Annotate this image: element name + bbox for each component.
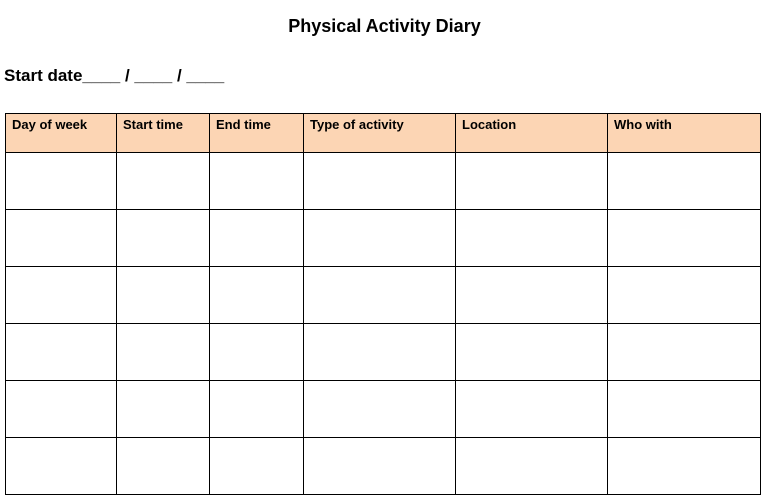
cell-day-of-week[interactable] (6, 210, 117, 267)
cell-location[interactable] (456, 153, 608, 210)
cell-who-with[interactable] (608, 438, 761, 495)
cell-who-with[interactable] (608, 210, 761, 267)
cell-end-time[interactable] (210, 153, 304, 210)
cell-start-time[interactable] (117, 324, 210, 381)
cell-type-of-activity[interactable] (304, 438, 456, 495)
cell-who-with[interactable] (608, 324, 761, 381)
cell-location[interactable] (456, 267, 608, 324)
table-row (6, 210, 761, 267)
column-header-location: Location (456, 114, 608, 153)
cell-location[interactable] (456, 210, 608, 267)
cell-location[interactable] (456, 324, 608, 381)
cell-end-time[interactable] (210, 381, 304, 438)
cell-end-time[interactable] (210, 267, 304, 324)
table-row (6, 267, 761, 324)
column-header-start-time: Start time (117, 114, 210, 153)
column-header-day-of-week: Day of week (6, 114, 117, 153)
cell-type-of-activity[interactable] (304, 210, 456, 267)
column-header-end-time: End time (210, 114, 304, 153)
start-date-field[interactable]: Start date____ / ____ / ____ (4, 66, 225, 85)
cell-start-time[interactable] (117, 438, 210, 495)
cell-start-time[interactable] (117, 267, 210, 324)
cell-who-with[interactable] (608, 267, 761, 324)
cell-who-with[interactable] (608, 153, 761, 210)
cell-start-time[interactable] (117, 153, 210, 210)
cell-location[interactable] (456, 381, 608, 438)
column-header-who-with: Who with (608, 114, 761, 153)
activity-diary-table (5, 113, 761, 495)
cell-day-of-week[interactable] (6, 153, 117, 210)
table-row (6, 153, 761, 210)
page-title: Physical Activity Diary (288, 16, 481, 36)
cell-who-with[interactable] (608, 381, 761, 438)
cell-location[interactable] (456, 438, 608, 495)
cell-day-of-week[interactable] (6, 324, 117, 381)
cell-day-of-week[interactable] (6, 438, 117, 495)
table-row (6, 438, 761, 495)
cell-end-time[interactable] (210, 438, 304, 495)
cell-end-time[interactable] (210, 324, 304, 381)
cell-type-of-activity[interactable] (304, 153, 456, 210)
cell-type-of-activity[interactable] (304, 324, 456, 381)
cell-type-of-activity[interactable] (304, 381, 456, 438)
cell-start-time[interactable] (117, 210, 210, 267)
cell-end-time[interactable] (210, 210, 304, 267)
cell-day-of-week[interactable] (6, 381, 117, 438)
table-row (6, 324, 761, 381)
column-header-type-of-activity: Type of activity (304, 114, 456, 153)
cell-day-of-week[interactable] (6, 267, 117, 324)
table-header-row (6, 114, 761, 153)
cell-type-of-activity[interactable] (304, 267, 456, 324)
cell-start-time[interactable] (117, 381, 210, 438)
table-row (6, 381, 761, 438)
